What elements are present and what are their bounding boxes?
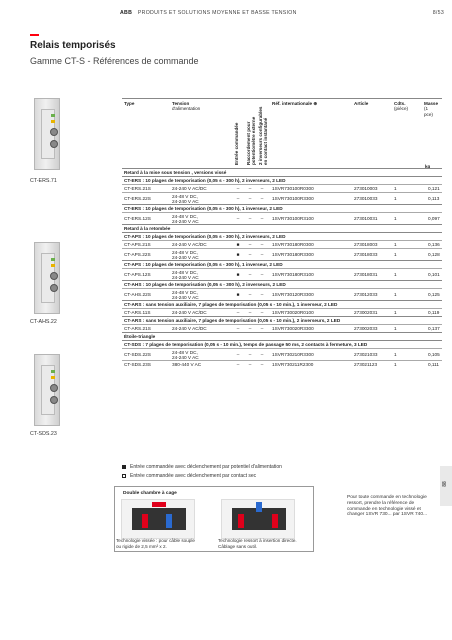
cell-raccordement: – (248, 310, 252, 315)
cell-cdt: 1 (394, 310, 397, 315)
cell-entree: – (236, 362, 240, 367)
cell-cdt: 1 (394, 326, 397, 331)
product-image-sds (34, 354, 60, 426)
cell-entree: ■ (236, 272, 240, 277)
col-raccordement: Raccordement pour potentiomètre externe (246, 116, 256, 165)
cell-tension: 24-48 V DC, 24-240 V AC (172, 289, 199, 301)
table-row (122, 360, 442, 368)
cell-masse: 0,125 (428, 292, 440, 297)
cell-inverseurs: – (260, 292, 264, 297)
cell-entree: – (236, 186, 240, 191)
cell-article: 273010003 (354, 186, 378, 191)
group-heading: Retard à la mise sous tension , versions vissé (122, 168, 442, 176)
cell-cdt: 1 (394, 242, 397, 247)
cell-type: CT-SDS.23S (124, 362, 151, 367)
cell-entree: ■ (236, 292, 240, 297)
cell-type: CT-ARS.11S (124, 310, 151, 315)
product-label-sds: CT-SDS.23 (30, 431, 57, 437)
cell-raccordement: – (248, 272, 252, 277)
table-row (122, 184, 442, 192)
cell-type: CT-APS.12S (124, 272, 151, 277)
cell-entree: – (236, 216, 240, 221)
cell-entree: ■ (236, 242, 240, 247)
cell-raccordement: – (248, 292, 252, 297)
section-heading: CT-APS : 10 plages de temporisation (0,05 s - 300 h), 1 inverseur, 2 LED (122, 260, 442, 268)
table-row (122, 288, 442, 300)
cell-tension: 24-48 V DC, 24-240 V AC (172, 213, 199, 225)
cell-ref: 1SVR730180R0300 (272, 242, 314, 247)
page-number: 8/53 (432, 10, 444, 16)
cell-inverseurs: – (260, 196, 264, 201)
cell-tension: 24-240 V AC/DC (172, 326, 207, 331)
cell-entree: – (236, 310, 240, 315)
cell-inverseurs: – (260, 362, 264, 367)
cell-article: 273021033 (354, 352, 378, 357)
cell-tension: 24-48 V DC, 24-240 V AC (172, 269, 199, 281)
col-unit: kg (425, 164, 431, 169)
cell-article: 273018031 (354, 272, 378, 277)
cell-ref: 1SVR730020R3300 (272, 326, 314, 331)
page-header (120, 10, 444, 20)
cell-raccordement: – (248, 186, 252, 191)
cell-cdt: 1 (394, 252, 397, 257)
cell-tension: 380-440 V AC (172, 362, 202, 367)
cell-cdt: 1 (394, 362, 397, 367)
empty-square-icon (122, 474, 126, 478)
section-heading: CT-ERS : 10 plages de temporisation (0,05 s - 300 h), 1 inverseur, 2 LED (122, 204, 442, 212)
cell-masse: 0,128 (428, 252, 440, 257)
col-entree: Entrée commandée (234, 122, 239, 165)
cell-entree: – (236, 326, 240, 331)
legend-item: Entrée commandée avec déclenchement par potentiel d'alimentation (122, 464, 282, 470)
header-text: PRODUITS ET SOLUTIONS MOYENNE ET BASSE TENSION (137, 10, 297, 16)
table-body (122, 168, 442, 368)
cell-ref: 1SVR730211R2300 (272, 362, 314, 367)
cell-type: CT-ARS.21S (124, 326, 151, 331)
cell-cdt: 1 (394, 292, 397, 297)
cell-type: CT-APS.21S (124, 242, 151, 247)
cell-cdt: 1 (394, 352, 397, 357)
spring-terminal-image (221, 499, 295, 539)
caption-screw: Technologie vissée : pour câble souple ou rigide de 2,5 mm² x 2. (116, 538, 195, 549)
group-heading: Étoile-triangle (122, 332, 442, 340)
table-header: Type Tension d'alimentation Entrée commandée Raccordement pour potentiomètre externe 2 inverseurs configurables en contact instantané Réf. internationale ⊕ Article Cdts. (pièce) Masse (1 pce) kg (122, 98, 442, 168)
col-ref: Réf. internationale ⊕ (272, 101, 318, 106)
caption-spring: Technologie ressort à insertion directe. Câblage sans outil. (218, 538, 297, 549)
cell-cdt: 1 (394, 216, 397, 221)
cell-entree: – (236, 196, 240, 201)
cell-type: CT-ERS.21S (124, 186, 151, 191)
cell-ref: 1SVR730100R3100 (272, 216, 314, 221)
side-tab: 88 (440, 466, 452, 506)
cell-ref: 1SVR730210R3300 (272, 352, 314, 357)
filled-square-icon (122, 465, 126, 469)
cell-entree: – (236, 352, 240, 357)
cell-ref: 1SVR730180R3100 (272, 272, 314, 277)
cell-tension: 24-240 V AC/DC (172, 186, 207, 191)
cell-masse: 0,105 (428, 352, 440, 357)
cell-raccordement: – (248, 216, 252, 221)
cell-raccordement: – (248, 196, 252, 201)
screw-terminal-image (121, 499, 195, 539)
cell-article: 273021123 (354, 362, 378, 367)
col-inverseurs: 2 inverseurs configurables en contact instantané (258, 106, 268, 165)
cell-ref: 1SVR730100R0300 (272, 186, 314, 191)
table-row (122, 240, 442, 248)
accent-bar (30, 34, 39, 36)
cell-tension: 24-240 V AC/DC (172, 242, 207, 247)
cell-type: CT-AHS.22S (124, 292, 151, 297)
table-row (122, 248, 442, 260)
cell-raccordement: – (248, 352, 252, 357)
cell-type: CT-APS.22S (124, 252, 151, 257)
table-row (122, 192, 442, 204)
legend-item: Entrée commandée avec déclenchement par contact sec (122, 473, 256, 479)
section-heading: CT-ERS : 10 plages de temporisation (0,05 s - 300 h), 2 inverseurs, 2 LED (122, 176, 442, 184)
cell-raccordement: – (248, 242, 252, 247)
cell-cdt: 1 (394, 272, 397, 277)
cell-cdt: 1 (394, 186, 397, 191)
cell-masse: 0,101 (428, 272, 440, 277)
cell-tension: 24-48 V DC, 24-240 V AC (172, 249, 199, 261)
cell-masse: 0,119 (428, 310, 440, 315)
cell-ref: 1SVR730120R3300 (272, 292, 314, 297)
section-heading: CT-AHS : 10 plages de temporisation (0,05 s - 300 h), 2 inverseurs, 2 LED (122, 280, 442, 288)
section-heading: CT-ARS : sans tension auxiliaire, 7 plages de temporisation (0,05 s - 10 min.), 1 inverseur, 2 LED (122, 300, 442, 308)
cell-masse: 0,097 (428, 216, 440, 221)
page-subtitle: Gamme CT-S - Références de commande (30, 56, 199, 66)
cell-article: 273018003 (354, 242, 378, 247)
cell-inverseurs: – (260, 216, 264, 221)
box-heading: Double chambre à cage (123, 491, 177, 496)
cell-ref: 1SVR730100R3300 (272, 196, 314, 201)
cell-article: 273010033 (354, 196, 378, 201)
cell-entree: ■ (236, 252, 240, 257)
cell-masse: 0,136 (428, 242, 440, 247)
cell-inverseurs: – (260, 352, 264, 357)
cell-tension: 24-240 V AC/DC (172, 310, 207, 315)
product-label-ahs: CT-AHS.22 (30, 319, 57, 325)
cell-tension: 24-48 V DC, 24-240 V AC (172, 193, 199, 205)
cell-inverseurs: – (260, 310, 264, 315)
cell-inverseurs: – (260, 326, 264, 331)
cell-tension: 24-48 V DC, 24-240 V AC (172, 349, 199, 361)
col-article: Article (354, 101, 369, 106)
product-image-ahs (34, 242, 60, 314)
cell-inverseurs: – (260, 186, 264, 191)
cell-cdt: 1 (394, 196, 397, 201)
cell-article: 273002031 (354, 310, 378, 315)
spring-note: Pour toute commande en technologie ressort, prendre la référence de commande en technologie vissé et changer 1SVR 730... par 1SVR 740... (347, 495, 427, 518)
product-label-ers: CT-ERS.71 (30, 178, 57, 184)
cell-masse: 0,113 (428, 196, 440, 201)
cell-article: 273012033 (354, 292, 378, 297)
cell-article: 273018033 (354, 252, 378, 257)
section-heading: CT-APS : 10 plages de temporisation (0,05 s - 300 h), 2 inverseurs, 2 LED (122, 232, 442, 240)
cell-inverseurs: – (260, 242, 264, 247)
col-type: Type (124, 101, 135, 106)
brand: ABB (120, 10, 133, 16)
table-row (122, 348, 442, 360)
cell-raccordement: – (248, 362, 252, 367)
table-row (122, 308, 442, 316)
cell-article: 273010031 (354, 216, 378, 221)
section-heading: CT-ARS : sans tension auxiliaire, 7 plages de temporisation (0,05 s - 10 min.), 2 inverseurs, 2 LED (122, 316, 442, 324)
cell-type: CT-ERS.12S (124, 216, 151, 221)
cell-article: 273002033 (354, 326, 378, 331)
table-row (122, 268, 442, 280)
cell-raccordement: – (248, 252, 252, 257)
cell-ref: 1SVR730020R0100 (272, 310, 314, 315)
page-title: Relais temporisés (30, 40, 116, 51)
table-row (122, 212, 442, 224)
cell-inverseurs: – (260, 252, 264, 257)
cell-masse: 0,111 (428, 362, 440, 367)
cell-ref: 1SVR730180R3300 (272, 252, 314, 257)
cell-raccordement: – (248, 326, 252, 331)
reference-table (122, 98, 442, 368)
group-heading: Retard à la retombée (122, 224, 442, 232)
table-row (122, 324, 442, 332)
cell-type: CT-ERS.22S (124, 196, 151, 201)
cell-inverseurs: – (260, 272, 264, 277)
cell-masse: 0,121 (428, 186, 440, 191)
section-heading: CT-SDS : 7 plages de temporisation (0,05 s - 10 min.), temps de passage 50 ms, 2 contacts à fermeture, 3 LED (122, 340, 442, 348)
product-image-ers (34, 98, 60, 170)
cell-masse: 0,137 (428, 326, 440, 331)
cell-type: CT-SDS.22S (124, 352, 151, 357)
